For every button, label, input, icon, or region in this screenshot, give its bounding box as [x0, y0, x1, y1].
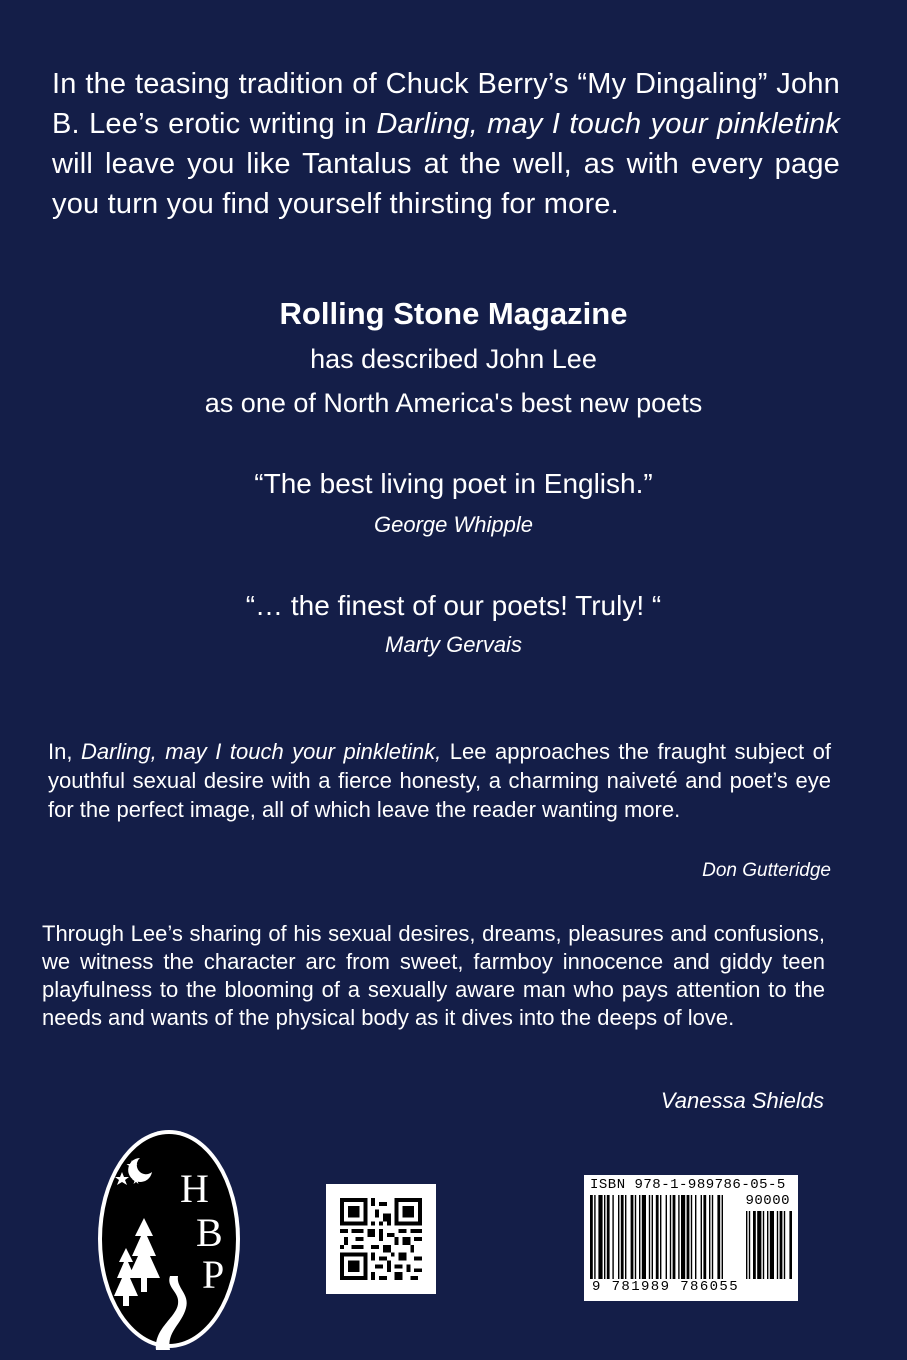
review-2-author: Vanessa Shields — [660, 1088, 824, 1113]
barcode-bars — [590, 1195, 792, 1279]
intro-text-2: will leave you like Tantalus at the well, as with every page you turn you find yourself thirsting for more. — [52, 148, 840, 220]
barcode-bar — [712, 1195, 713, 1279]
review-1-book-title: Darling, may I touch your pinkletink, — [80, 739, 442, 764]
barcode-bar — [607, 1195, 610, 1279]
addon-bar — [749, 1211, 750, 1279]
review-1-text-1: In, — [48, 739, 81, 764]
isbn-number: ISBN 978-1-989786-05-5 — [590, 1177, 786, 1193]
isbn-barcode — [584, 1175, 798, 1301]
review-1 — [48, 737, 831, 824]
review-1-author: Don Gutteridge — [702, 860, 831, 881]
barcode-bar — [709, 1195, 710, 1279]
barcode-bar — [717, 1195, 720, 1279]
addon-bar — [753, 1211, 756, 1279]
rolling-stone-line-2: as one of North America's best new poets — [204, 388, 703, 418]
quote-1-author: George Whipple — [374, 512, 533, 537]
barcode-bar — [666, 1195, 667, 1279]
barcode-bar — [656, 1195, 659, 1279]
intro-text-1: In the teasing tradition of Chuck Berry’s “My Dingaling” John B. Lee’s erotic writing in — [52, 68, 840, 140]
review-2: Through Lee’s sharing of his sexual desires, dreams, pleasures and confusions, we witness the character arc from sweet, farmboy innocence and giddy teen playfulness to the blooming of a sexually aware man who pays attention to the needs and wants of the physical body as it dives into the deeps of love. — [42, 921, 825, 1030]
price-addon: 90000 — [745, 1193, 790, 1209]
barcode-bar — [594, 1195, 595, 1279]
barcode-bar — [639, 1195, 640, 1279]
logo-letter-b: B — [196, 1210, 223, 1255]
addon-bar — [777, 1211, 778, 1279]
barcode-bar — [631, 1195, 634, 1279]
barcode-bar — [652, 1195, 653, 1279]
review-1-text-2: Lee approaches the fraught subject of youthful sexual desire with a fierce honesty, a charming naiveté and poet’s eye for the perfect image, all of which leave the reader wanting more. — [48, 739, 831, 822]
publisher-logo — [96, 1128, 242, 1350]
barcode-bar — [703, 1195, 706, 1279]
ean-number: 9 781989 786055 — [592, 1279, 740, 1295]
intro-book-title: Darling, may I touch your pinkletink — [376, 108, 840, 140]
barcode-bar — [678, 1195, 679, 1279]
addon-bar — [746, 1211, 747, 1279]
barcode-bar — [612, 1195, 613, 1279]
barcode-bar — [695, 1195, 696, 1279]
addon-bar — [770, 1211, 774, 1279]
barcode-bar — [660, 1195, 661, 1279]
rolling-stone-title: Rolling Stone Magazine — [279, 296, 628, 331]
barcode-bar — [590, 1195, 593, 1279]
quote-2: “… the finest of our poets! Truly! “ — [245, 590, 662, 621]
addon-bar — [763, 1211, 764, 1279]
barcode-bar — [681, 1195, 685, 1279]
addon-bar — [784, 1211, 785, 1279]
rolling-stone-line-1: has described John Lee — [310, 344, 597, 374]
barcode-bar — [670, 1195, 671, 1279]
barcode-bar — [701, 1195, 702, 1279]
barcode-bar — [604, 1195, 605, 1279]
addon-bar — [780, 1211, 783, 1279]
addon-bar — [757, 1211, 761, 1279]
qr-code-icon — [340, 1198, 422, 1280]
addon-bar — [789, 1211, 792, 1279]
barcode-bar — [687, 1195, 690, 1279]
barcode-bar — [649, 1195, 650, 1279]
addon-bar — [767, 1211, 768, 1279]
barcode-bar — [642, 1195, 646, 1279]
barcode-bar — [598, 1195, 602, 1279]
intro-blurb — [52, 64, 840, 224]
logo-letter-p: P — [202, 1252, 225, 1297]
barcode-bar — [691, 1195, 692, 1279]
barcode-bar — [635, 1195, 636, 1279]
quote-1: “The best living poet in English.” — [254, 468, 653, 499]
quote-2-author: Marty Gervais — [385, 632, 522, 657]
barcode-bar — [621, 1195, 624, 1279]
barcode-bar — [722, 1195, 723, 1279]
logo-letter-h: H — [180, 1166, 209, 1211]
barcode-bar — [625, 1195, 626, 1279]
barcode-bar — [618, 1195, 619, 1279]
qr-code[interactable] — [326, 1184, 436, 1294]
barcode-bar — [673, 1195, 676, 1279]
